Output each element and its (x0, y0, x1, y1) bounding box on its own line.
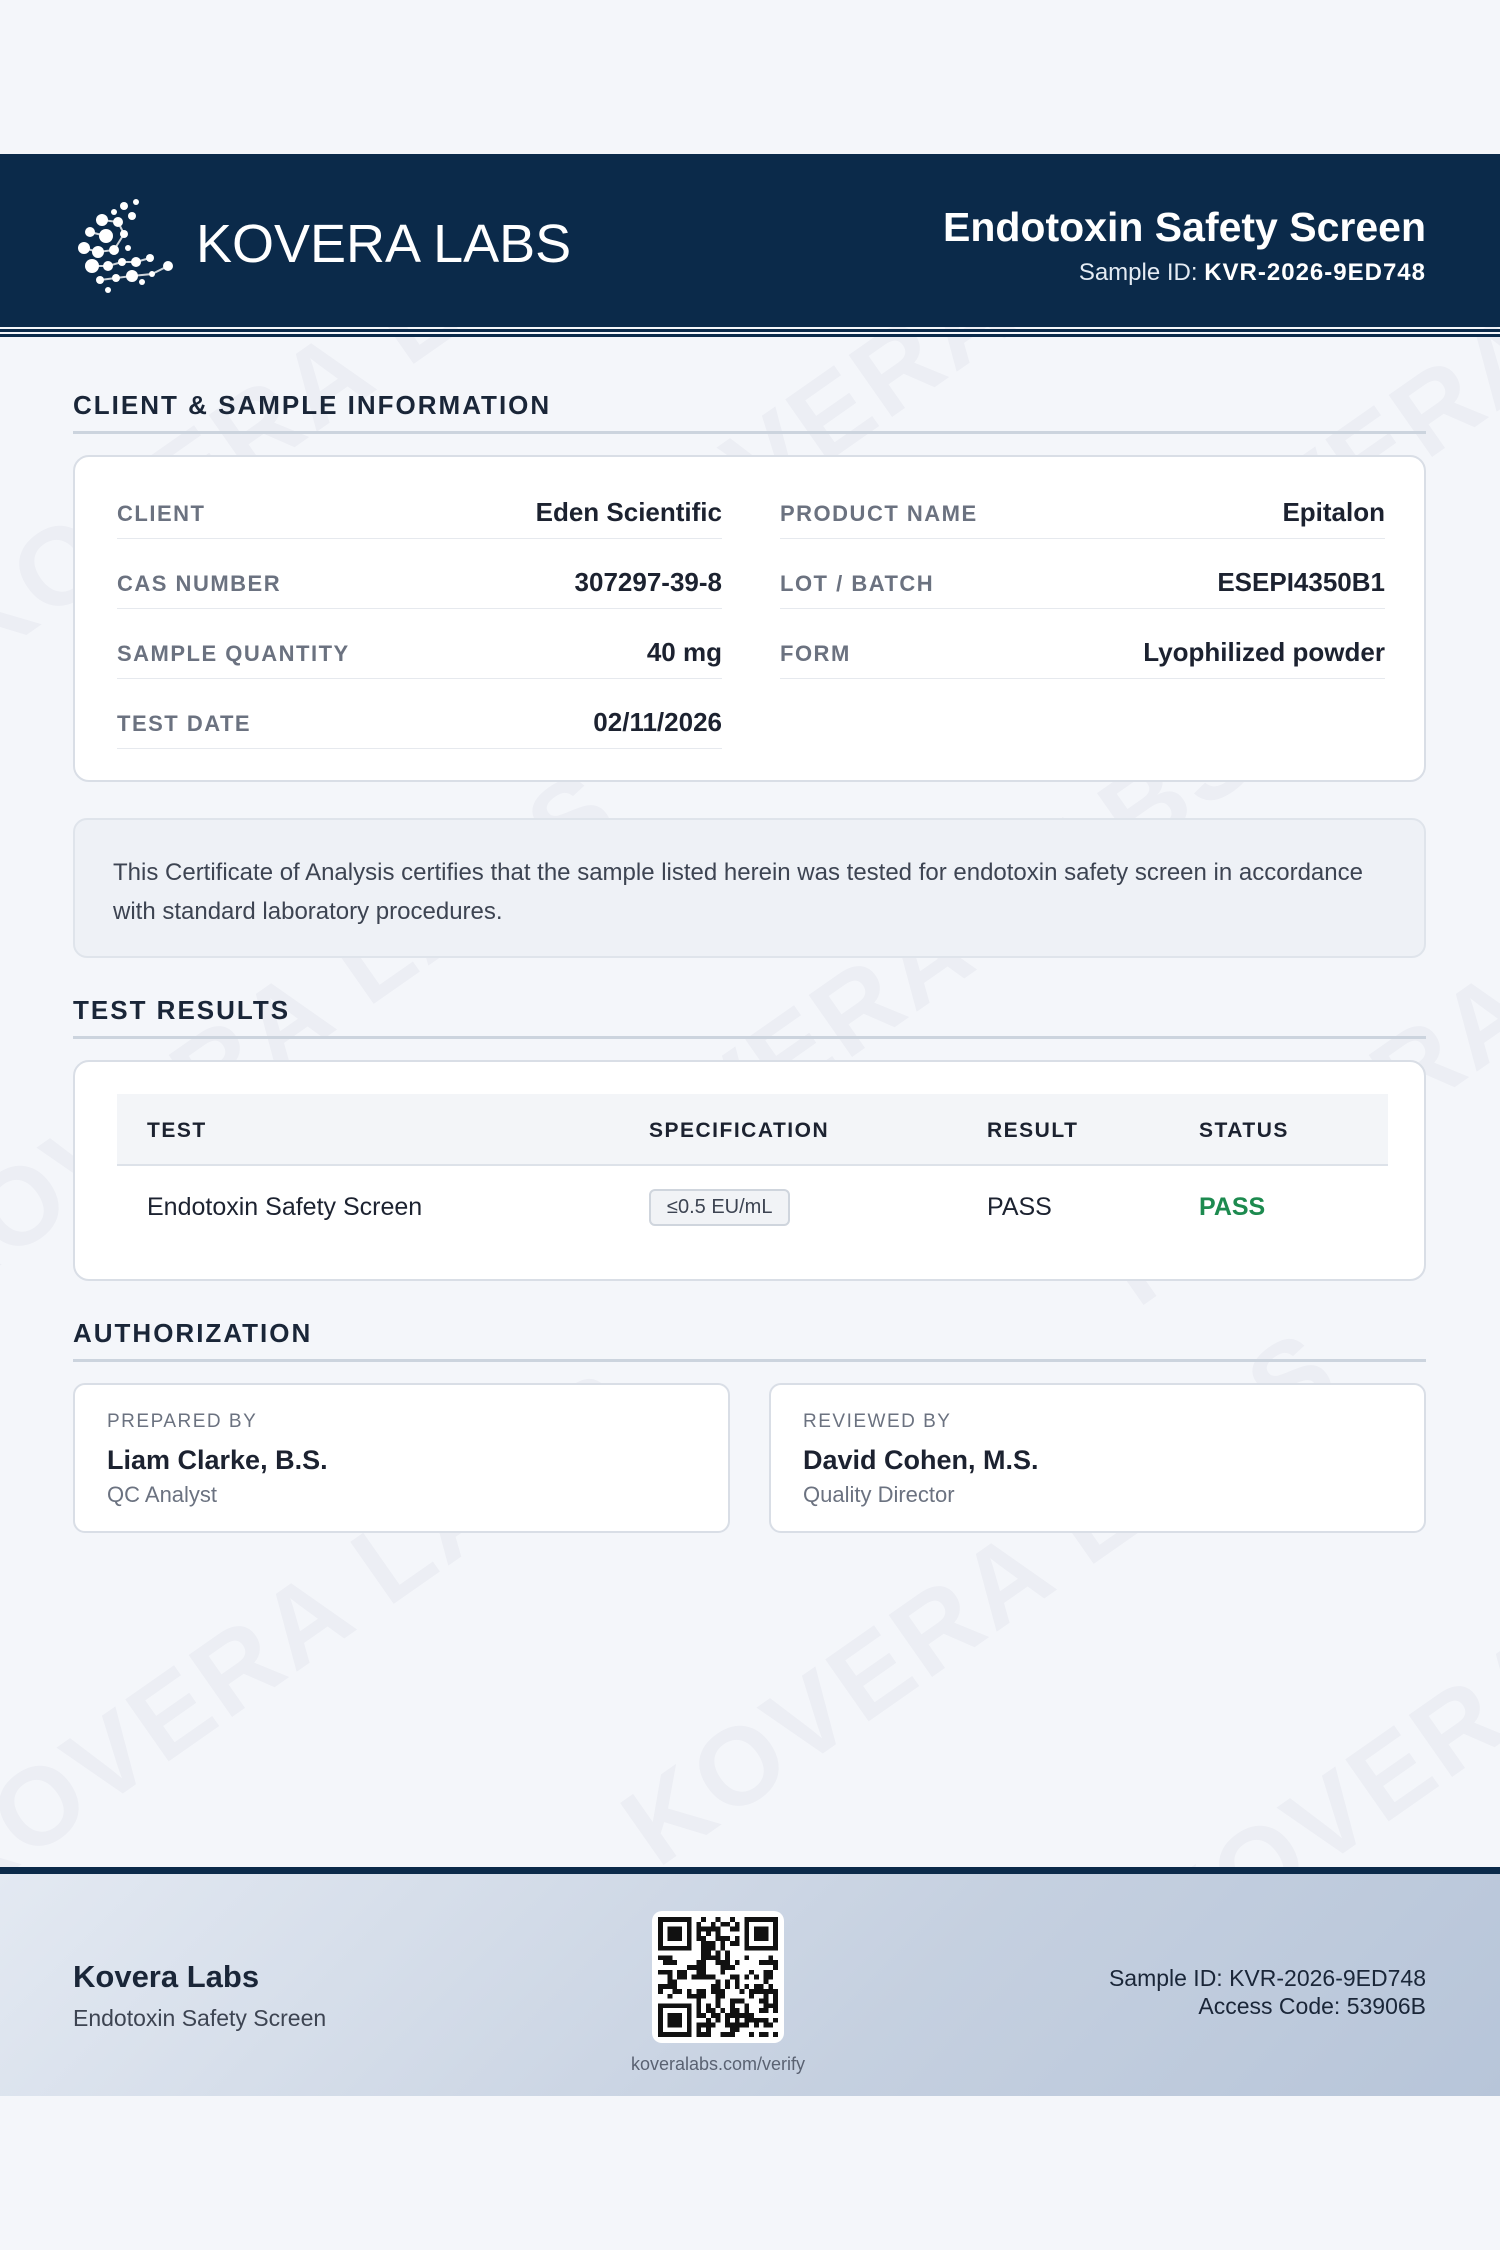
prepared-by-card (73, 1383, 730, 1533)
header-banner (0, 154, 1500, 327)
section-title-results: TEST RESULTS (73, 995, 1426, 1039)
info-value: ESEPI4350B1 (1217, 567, 1385, 597)
certification-statement: This Certificate of Analysis certifies that the sample listed herein was tested for endotoxin safety screen in accordance with standard laboratory procedures. (73, 818, 1426, 958)
column-header-test: TEST (147, 1119, 207, 1142)
logo-wordmark: KOVERA LABS (196, 214, 572, 274)
verify-url[interactable]: koveralabs.com/verify (630, 2054, 806, 2074)
qr-code[interactable] (652, 1911, 784, 2043)
test-results-card (73, 1060, 1426, 1281)
info-row-sample-quantity (117, 637, 722, 679)
column-header-status: STATUS (1199, 1119, 1289, 1142)
info-value: Lyophilized powder (1143, 637, 1385, 667)
molecule-dots-icon (72, 192, 176, 296)
auth-signer-title: Quality Director (803, 1482, 955, 1507)
info-row-form (780, 637, 1385, 679)
client-info-card (73, 455, 1426, 782)
info-label: FORM (780, 641, 851, 666)
document-title: Endotoxin Safety Screen (942, 204, 1426, 250)
sample-id-label: Sample ID: (1078, 259, 1198, 286)
info-value: Eden Scientific (535, 497, 722, 527)
info-label: LOT / BATCH (780, 571, 935, 596)
info-label: PRODUCT NAME (780, 501, 978, 526)
info-row-test-date (117, 707, 722, 749)
column-header-specification: SPECIFICATION (649, 1119, 830, 1142)
info-value: 307297-39-8 (574, 567, 722, 597)
info-value: 02/11/2026 (593, 707, 722, 737)
footer-ids (1109, 1964, 1426, 2020)
sample-id-value: KVR-2026-9ED748 (1204, 259, 1426, 286)
cell-specification-badge: ≤0.5 EU/mL (649, 1189, 790, 1226)
qr-code-icon (658, 1917, 778, 2037)
auth-role-label: REVIEWED BY (803, 1411, 952, 1432)
cell-result: PASS (987, 1193, 1052, 1221)
info-row-cas-number (117, 567, 722, 609)
info-row-client (117, 497, 722, 539)
auth-signer-name: David Cohen, M.S. (803, 1445, 1039, 1475)
auth-signer-title: QC Analyst (107, 1482, 218, 1507)
footer (0, 1867, 1500, 2096)
footer-sample-id: Sample ID: KVR-2026-9ED748 (1108, 1965, 1426, 1991)
info-label: SAMPLE QUANTITY (117, 641, 350, 666)
footer-brand: Kovera Labs (73, 1959, 260, 1994)
info-value: Epitalon (1282, 497, 1385, 527)
info-value: 40 mg (646, 637, 722, 667)
cell-test-name: Endotoxin Safety Screen (147, 1193, 423, 1221)
company-logo (72, 192, 571, 296)
info-row-product-name (780, 497, 1385, 539)
info-label: CLIENT (117, 501, 206, 526)
section-title-client: CLIENT & SAMPLE INFORMATION (73, 390, 1426, 434)
section-title-authorization: AUTHORIZATION (73, 1318, 1426, 1362)
header-sample-id (943, 259, 1426, 287)
auth-signer-name: Liam Clarke, B.S. (107, 1445, 328, 1475)
footer-brand-block (73, 1959, 326, 2032)
column-header-result: RESULT (987, 1119, 1079, 1142)
footer-access-code: Access Code: 53906B (1198, 1993, 1426, 2019)
reviewed-by-card (769, 1383, 1426, 1533)
header-title-block (943, 204, 1426, 287)
info-row-lot-batch (780, 567, 1385, 609)
footer-subtitle: Endotoxin Safety Screen (73, 2005, 327, 2031)
auth-role-label: PREPARED BY (107, 1411, 258, 1432)
cell-status-badge: PASS (1199, 1193, 1266, 1221)
info-label: TEST DATE (117, 711, 252, 736)
results-table-header (117, 1094, 1388, 1166)
header-double-rule (0, 329, 1500, 337)
info-label: CAS NUMBER (117, 571, 282, 596)
